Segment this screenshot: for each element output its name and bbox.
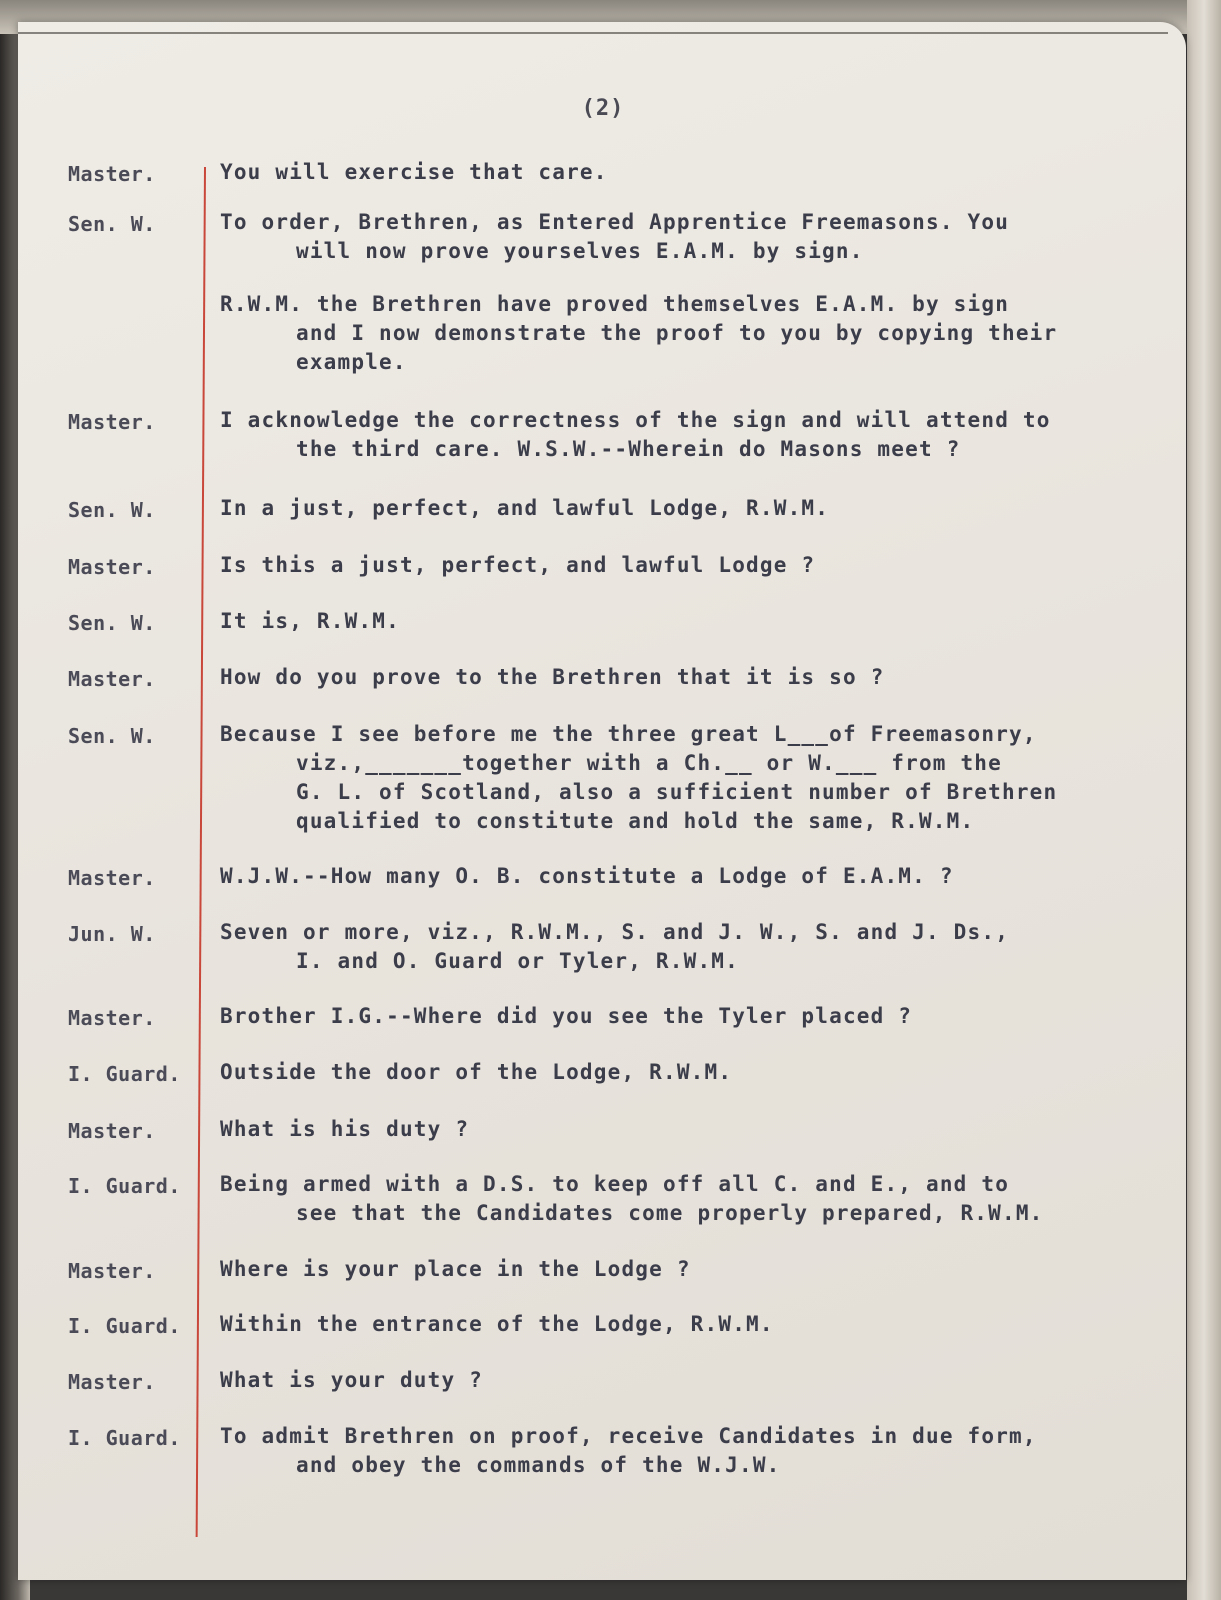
top-rule <box>18 32 1168 34</box>
speaker-label: Master. <box>68 866 156 890</box>
dialogue-line: It is, R.W.M. <box>220 609 400 633</box>
dialogue-line: Being armed with a D.S. to keep off all C. and E., and to <box>220 1172 1010 1196</box>
dialogue-line: Within the entrance of the Lodge, R.W.M. <box>220 1312 774 1336</box>
speaker-label: I. Guard. <box>68 1062 181 1086</box>
speaker-label: Master. <box>68 1119 156 1143</box>
speaker-label: I. Guard. <box>68 1174 181 1198</box>
speaker-label: Jun. W. <box>68 922 156 946</box>
dialogue-line: R.W.M. the Brethren have proved themselves E.A.M. by sign <box>220 292 1010 316</box>
dialogue-line: What is his duty ? <box>220 1117 470 1141</box>
dialogue-line: To admit Brethren on proof, receive Candidates in due form, <box>220 1424 1037 1448</box>
dialogue-line: Outside the door of the Lodge, R.W.M. <box>220 1060 733 1084</box>
dialogue-line: viz.,_______together with a Ch.__ or W.___ from the <box>296 751 1002 775</box>
speaker-label: Master. <box>68 555 156 579</box>
backdrop-right <box>1187 0 1221 1600</box>
dialogue-line: will now prove yourselves E.A.M. by sign. <box>296 239 864 263</box>
dialogue-line: G. L. of Scotland, also a sufficient number of Brethren <box>296 780 1058 804</box>
dialogue-line: Where is your place in the Lodge ? <box>220 1257 691 1281</box>
dialogue-line: How do you prove to the Brethren that it is so ? <box>220 665 885 689</box>
typed-page <box>18 22 1186 1580</box>
dialogue-line: You will exercise that care. <box>220 160 608 184</box>
speaker-label: Sen. W. <box>68 212 156 236</box>
speaker-label: Sen. W. <box>68 611 156 635</box>
dialogue-line: and obey the commands of the W.J.W. <box>296 1453 781 1477</box>
speaker-label: Master. <box>68 410 156 434</box>
dialogue-line: I acknowledge the correctness of the sign and will attend to <box>220 408 1051 432</box>
speaker-label: Sen. W. <box>68 498 156 522</box>
dialogue-line: To order, Brethren, as Entered Apprentice Freemasons. You <box>220 210 1010 234</box>
speaker-label: Master. <box>68 1259 156 1283</box>
dialogue-line: see that the Candidates come properly prepared, R.W.M. <box>296 1201 1044 1225</box>
speaker-label: Master. <box>68 667 156 691</box>
speaker-label: I. Guard. <box>68 1426 181 1450</box>
dialogue-line: Because I see before me the three great L___of Freemasonry, <box>220 722 1037 746</box>
dialogue-line: Is this a just, perfect, and lawful Lodge ? <box>220 553 816 577</box>
dialogue-line: qualified to constitute and hold the same, R.W.M. <box>296 809 975 833</box>
dialogue-line: Seven or more, viz., R.W.M., S. and J. W., S. and J. Ds., <box>220 920 1010 944</box>
speaker-label: I. Guard. <box>68 1314 181 1338</box>
dialogue-line: In a just, perfect, and lawful Lodge, R.W.M. <box>220 496 830 520</box>
speaker-label: Master. <box>68 1370 156 1394</box>
dialogue-line: and I now demonstrate the proof to you by copying their <box>296 321 1058 345</box>
speaker-label: Master. <box>68 162 156 186</box>
dialogue-line: W.J.W.--How many O. B. constitute a Lodge of E.A.M. ? <box>220 864 954 888</box>
speaker-label: Sen. W. <box>68 724 156 748</box>
dialogue-line: the third care. W.S.W.--Wherein do Masons meet ? <box>296 437 961 461</box>
dialogue-line: Brother I.G.--Where did you see the Tyler placed ? <box>220 1004 913 1028</box>
dialogue-line: example. <box>296 350 407 374</box>
dialogue-line: What is your duty ? <box>220 1368 484 1392</box>
speaker-label: Master. <box>68 1006 156 1030</box>
dialogue-line: I. and O. Guard or Tyler, R.W.M. <box>296 949 739 973</box>
page-number: (2) <box>581 96 625 121</box>
